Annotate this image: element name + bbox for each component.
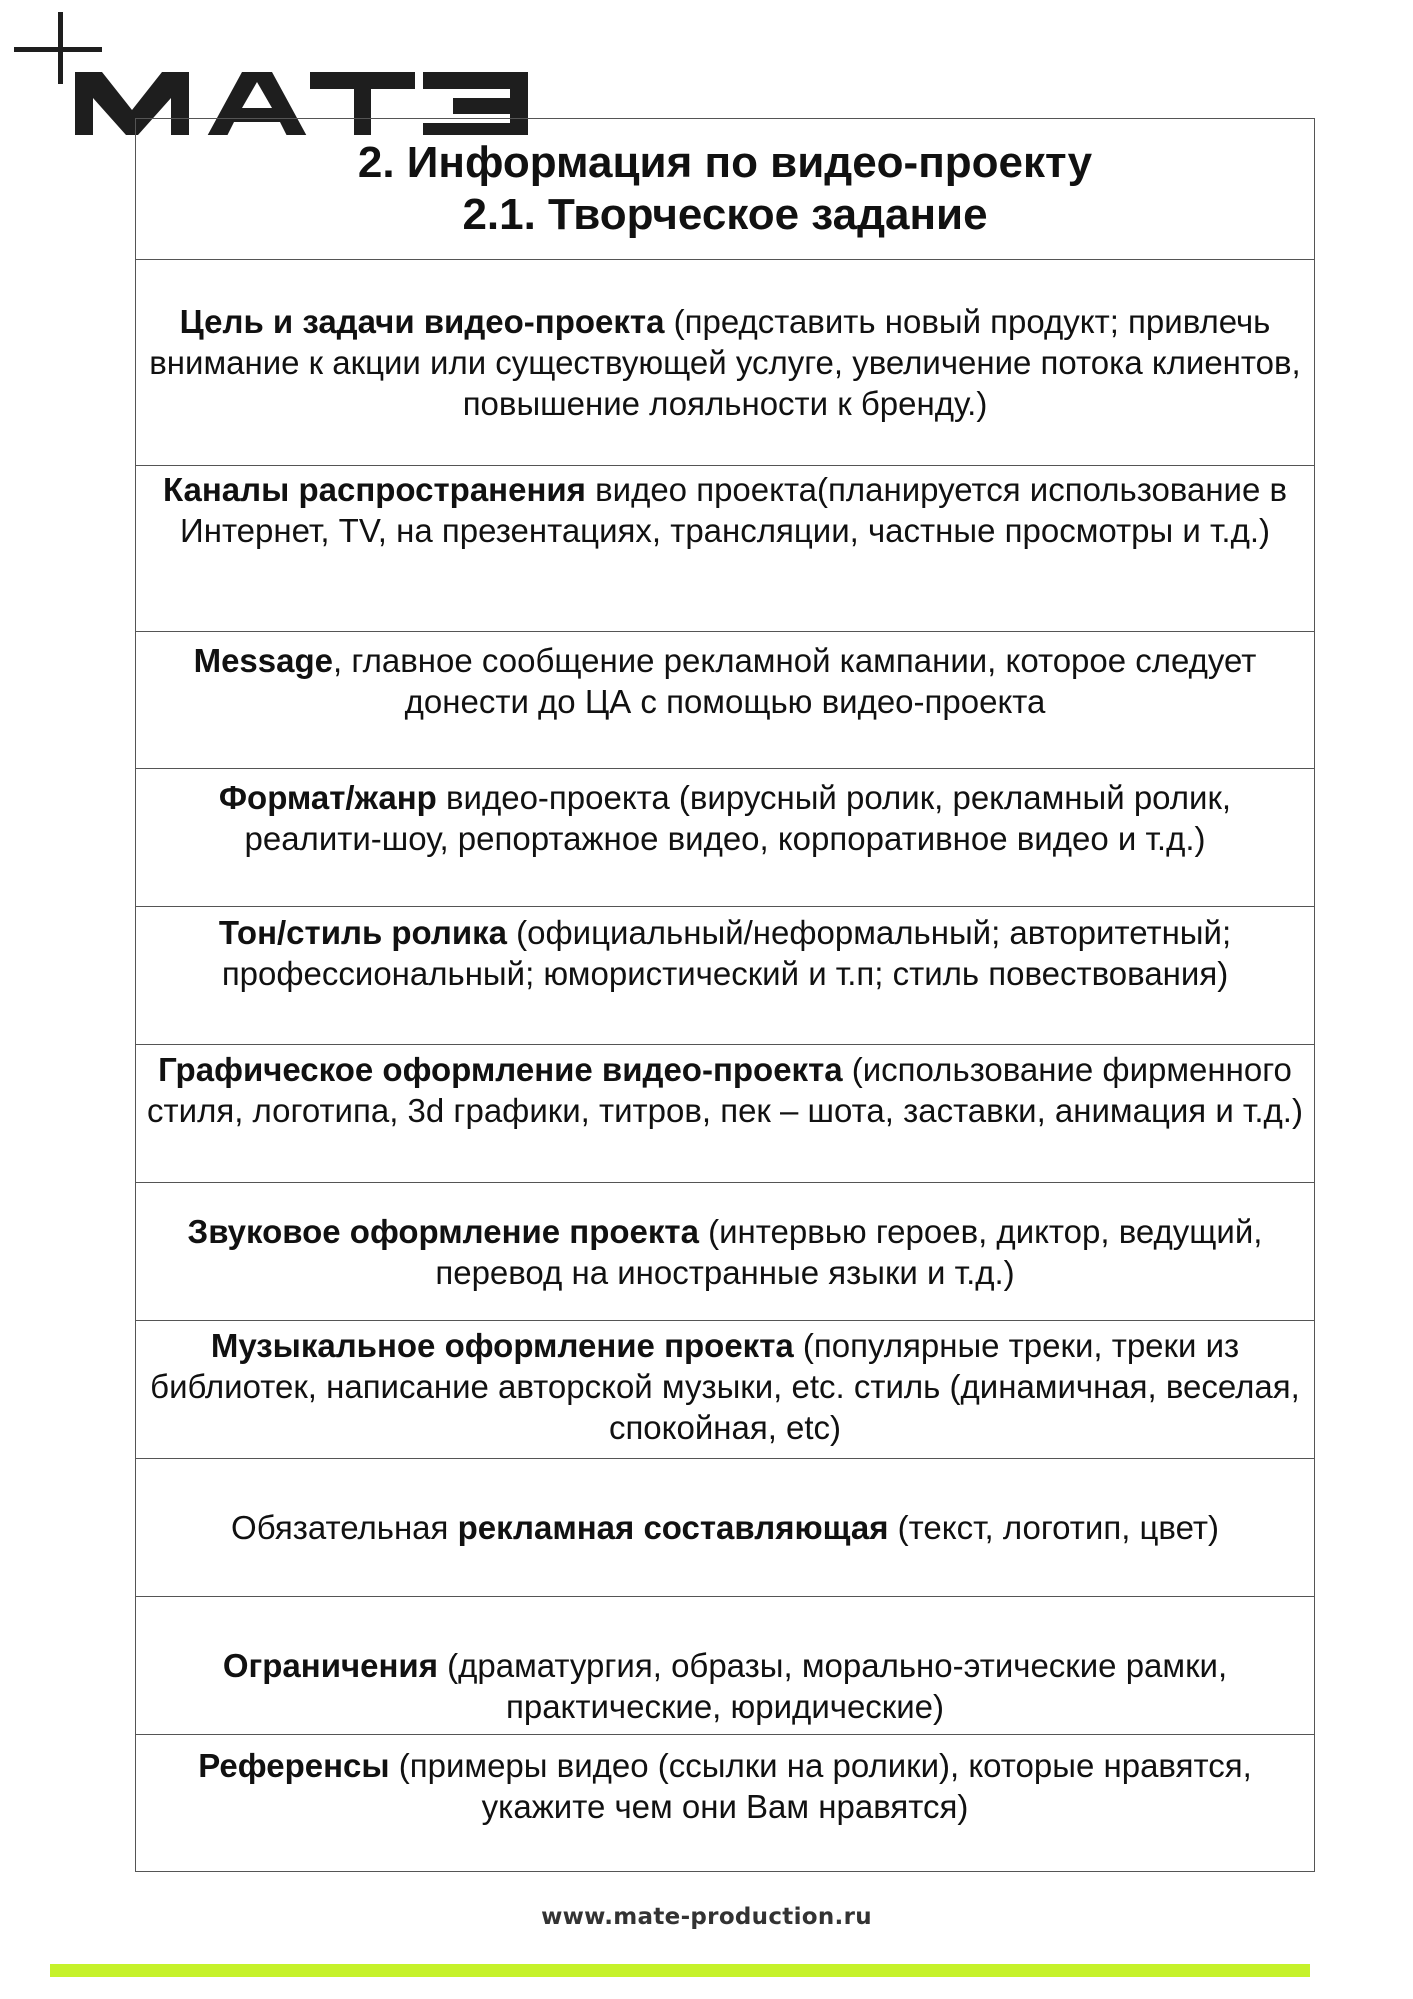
form-row-label (146, 1325, 1304, 1448)
form-row-label (146, 777, 1304, 859)
form-row-message[interactable] (136, 631, 1314, 768)
row-description: видео проекта(планируется использование в Интернет, TV, на презентациях, трансляции, частные просмотры и т.д.) (180, 471, 1288, 549)
row-description: видео-проекта (вирусный ролик, рекламный ролик, реалити-шоу, репортажное видео, корпоративное видео и т.д.) (244, 779, 1232, 857)
section-subtitle: 2.1. Творческое задание (462, 190, 988, 239)
form-row-graphics[interactable] (136, 1044, 1314, 1182)
row-description: (представить новый продукт; привлечь внимание к акции или существующей услуге, увеличение потока клиентов, повышение лояльности к бренду.) (149, 303, 1301, 422)
section-title: 2. Информация по видео-проекту (357, 138, 1093, 187)
form-row-label (146, 1645, 1304, 1727)
form-row-label (146, 1211, 1304, 1293)
form-row-restrictions[interactable] (136, 1596, 1314, 1734)
row-bold-label: Цель и задачи видео-проекта (179, 303, 665, 340)
form-row-label (146, 1745, 1304, 1827)
form-row-label (146, 1049, 1304, 1131)
form-row-format[interactable] (136, 768, 1314, 906)
row-bold-label: Референсы (198, 1747, 390, 1784)
form-row-label (146, 301, 1304, 424)
row-description: (примеры видео (ссылки на ролики), которые нравятся, укажите чем они Вам нравятся) (389, 1747, 1252, 1825)
row-bold-label: Тон/стиль ролика (218, 914, 508, 951)
form-row-channels[interactable] (136, 465, 1314, 631)
form-row-label (146, 640, 1304, 722)
row-bold-label: Каналы распространения (162, 471, 586, 508)
mate-logo (10, 10, 530, 135)
row-bold-label: Музыкальное оформление проекта (210, 1327, 794, 1364)
row-bold-label: Формат/жанр (218, 779, 437, 816)
row-bold-label: Ограничения (222, 1647, 438, 1684)
row-description: (интервью героев, диктор, ведущий, перевод на иностранные языки и т.д.) (435, 1212, 1263, 1291)
row-bold-label: Звуковое оформление проекта (187, 1212, 699, 1250)
form-row-music[interactable] (136, 1320, 1314, 1458)
row-description: (официальный/неформальный; авторитетный; профессиональный; юмористический и т.п; стиль повествования) (221, 914, 1232, 992)
row-bold-label: Message (193, 642, 333, 679)
form-header (136, 119, 1314, 259)
form-row-label (146, 1507, 1304, 1548)
form-row-goals[interactable] (136, 259, 1314, 465)
form-row-advertising[interactable] (136, 1458, 1314, 1596)
row-description: , главное сообщение рекламной кампании, которое следует донести до ЦА с помощью видео-проекта (333, 642, 1257, 720)
row-description: (драматургия, образы, морально-этические рамки, практические, юридические) (437, 1647, 1228, 1725)
form-row-label (146, 912, 1304, 994)
brief-form-table (135, 118, 1315, 1872)
row-bold-label: рекламная составляющая (457, 1509, 889, 1546)
form-row-sound[interactable] (136, 1182, 1314, 1320)
form-row-label (146, 469, 1304, 551)
row-bold-label: Графическое оформление видео-проекта (158, 1051, 843, 1088)
row-description: (текст, логотип, цвет) (888, 1509, 1219, 1546)
mate-logo-graphic (10, 10, 530, 135)
website-link[interactable]: www.mate-production.ru (541, 1904, 872, 1930)
accent-bar (50, 1964, 1310, 1977)
row-description: (использование фирменного стиля, логотипа, 3d графики, титров, пек – шота, заставки, анимация и т.д.) (147, 1051, 1303, 1129)
form-row-references[interactable] (136, 1734, 1314, 1871)
row-prefix: Обязательная (231, 1509, 458, 1546)
form-row-tone[interactable] (136, 906, 1314, 1044)
row-description: (популярные треки, треки из библиотек, написание авторской музыки, etc. стиль (динамичная, веселая, спокойная, etc) (150, 1327, 1300, 1446)
